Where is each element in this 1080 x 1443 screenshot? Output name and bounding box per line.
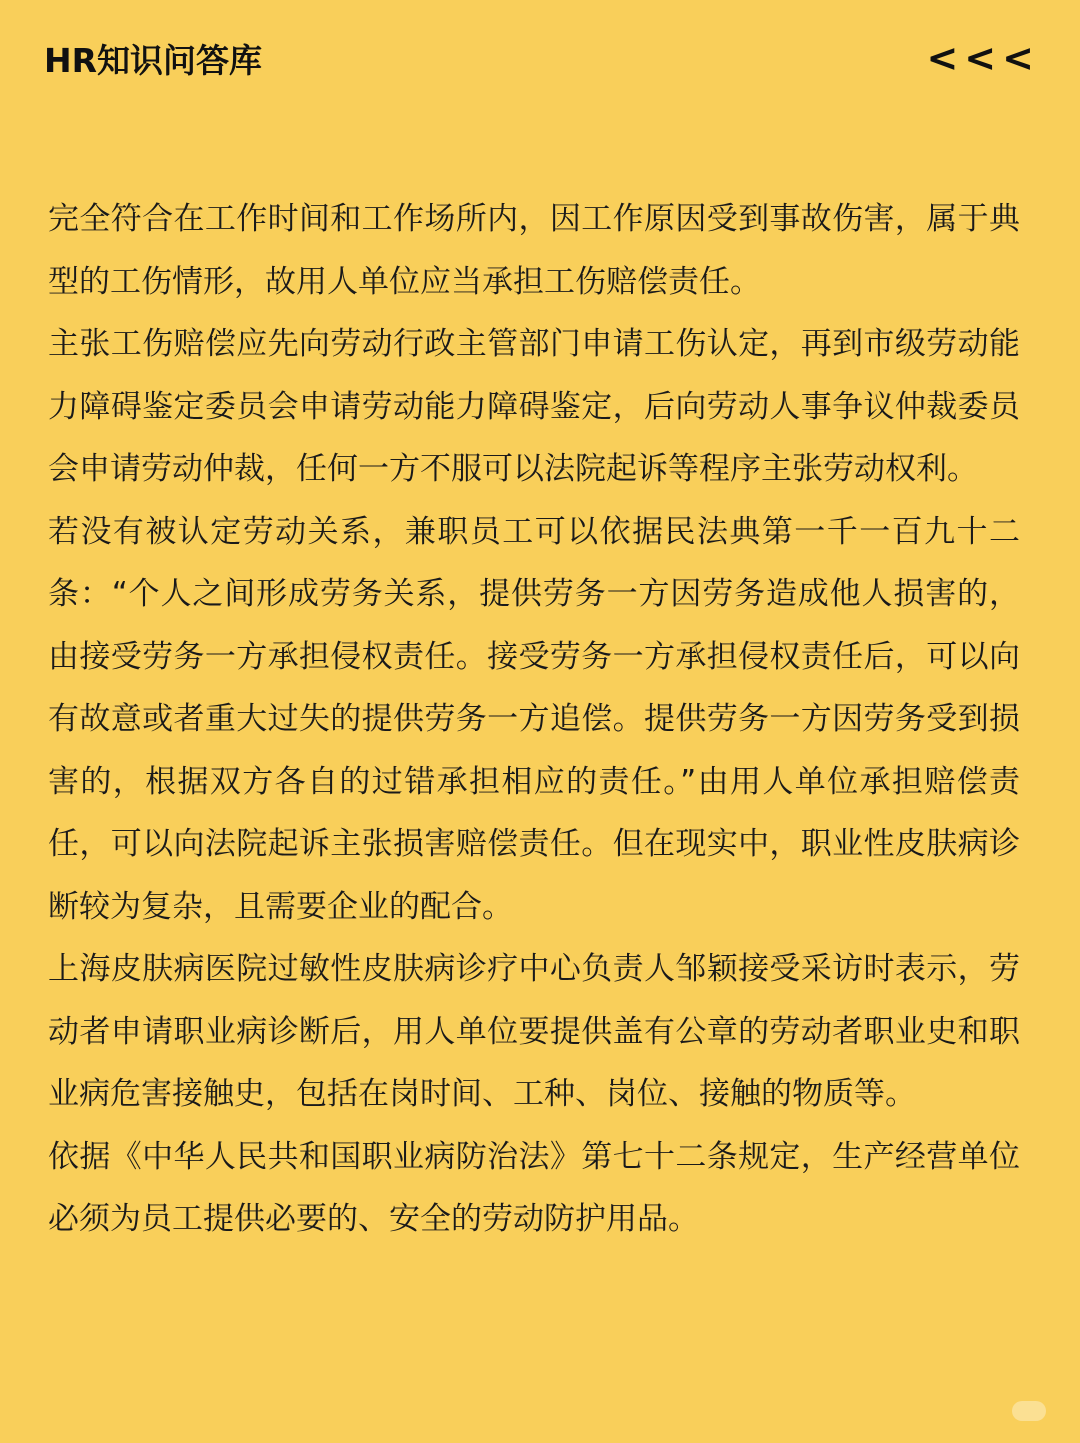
back-arrows-icon[interactable]: <<<: [926, 36, 1040, 80]
article-body: [48, 188, 1020, 1251]
paragraph-1: 完全符合在工作时间和工作场所内，因工作原因受到事故伤害，属于典型的工伤情形，故用人单位应当承担工伤赔偿责任。: [48, 201, 1020, 300]
paragraph-5: 依据《中华人民共和国职业病防治法》第七十二条规定，生产经营单位必须为员工提供必要的、安全的劳动防护用品。: [48, 1138, 1020, 1237]
paragraph-4: 上海皮肤病医院过敏性皮肤病诊疗中心负责人邹颖接受采访时表示，劳动者申请职业病诊断后，用人单位要提供盖有公章的劳动者职业史和职业病危害接触史，包括在岗时间、工种、岗位、接触的物质等。: [48, 951, 1020, 1112]
page-title: HR知识问答库: [44, 40, 263, 80]
paragraph-3: 若没有被认定劳动关系，兼职员工可以依据民法典第一千一百九十二条：“个人之间形成劳务关系，提供劳务一方因劳务造成他人损害的，由接受劳务一方承担侵权责任。接受劳务一方承担侵权责任后，可以向有故意或者重大过失的提供劳务一方追偿。提供劳务一方因劳务受到损害的，根据双方各自的过错承担相应的责任。”由用人单位承担赔偿责任，可以向法院起诉主张损害赔偿责任。但在现实中，职业性皮肤病诊断较为复杂，且需要企业的配合。: [48, 513, 1020, 925]
header: [44, 30, 1040, 86]
watermark-icon: [1012, 1401, 1046, 1421]
paragraph-2: 主张工伤赔偿应先向劳动行政主管部门申请工伤认定，再到市级劳动能力障碍鉴定委员会申请劳动能力障碍鉴定，后向劳动人事争议仲裁委员会申请劳动仲裁，任何一方不服可以法院起诉等程序主张劳动权利。: [48, 326, 1020, 487]
